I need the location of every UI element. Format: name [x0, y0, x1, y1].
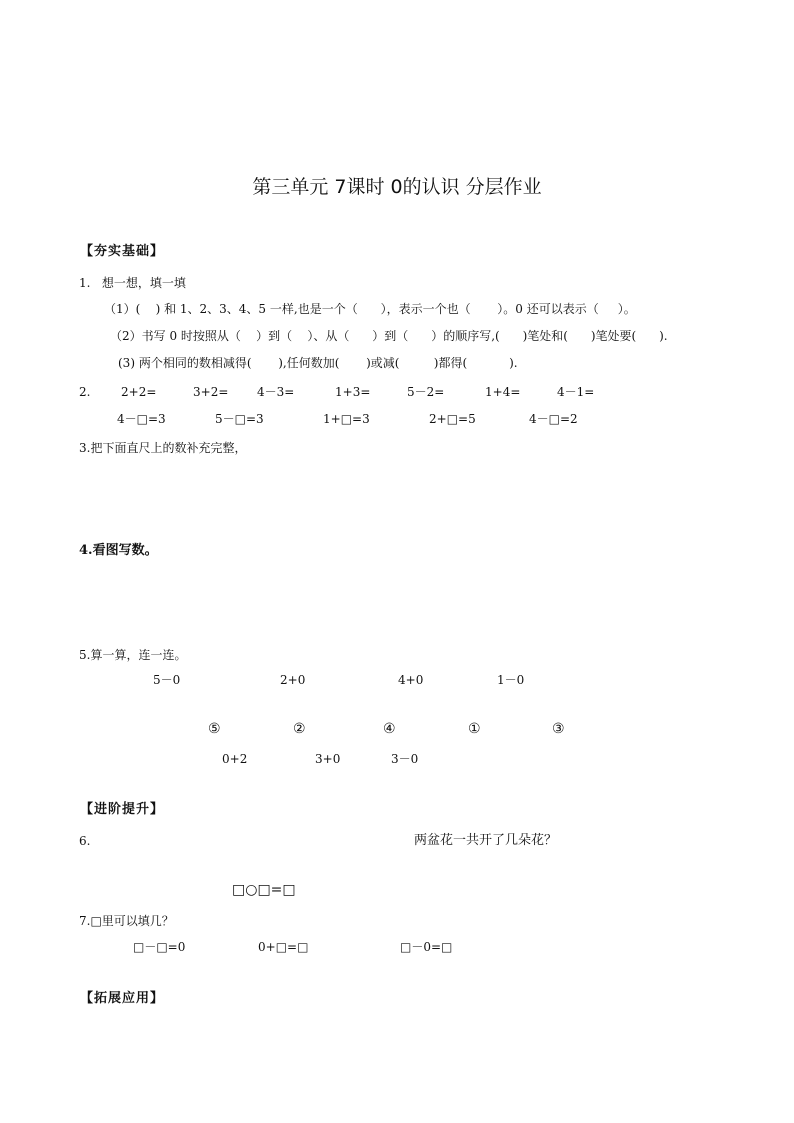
q7-expression: 0+□=□ [258, 940, 309, 954]
q5-circled-number: ④ [383, 721, 396, 737]
q5-top-expression: 1－0 [497, 673, 525, 687]
q5-circled-number: ⑤ [208, 721, 221, 737]
question-3: 3.把下面直尺上的数补充完整， [79, 441, 247, 455]
question-1-line-1: （1）( ) 和 1、2、3、4、5 一样,也是一个（ ），表示一个也（ ）。0 还可以表示（ ）。 [104, 302, 636, 316]
q2-expression: 5－2= [407, 385, 445, 399]
question-2-number: 2. [79, 385, 91, 399]
q2-expression: 1+4= [485, 385, 521, 399]
section-heading-basic: 【夯实基础】 [80, 244, 165, 259]
q7-expression: □－0=□ [400, 940, 453, 954]
q5-circled-number: ② [293, 721, 306, 737]
q5-circled-number: ③ [552, 721, 565, 737]
question-1-line-2: （2）书写 0 时按照从（ ）到（ ）、从（ ）到（ ）的顺序写,( )笔处和( )笔处要( ). [110, 329, 668, 343]
q2-expression: 1+3= [335, 385, 371, 399]
question-5-stem: 5.算一算，连一连。 [79, 648, 187, 662]
question-6-text: 两盆花一共开了几朵花？ [414, 833, 558, 848]
q2-expression: 4－1= [557, 385, 595, 399]
question-6-equation: □○□=□ [232, 882, 296, 898]
q2-fill-blank: 5－□=3 [215, 412, 264, 426]
q5-bottom-expression: 3－0 [391, 752, 419, 766]
q2-fill-blank: 2+□=5 [429, 412, 476, 426]
q2-fill-blank: 4－□=3 [117, 412, 166, 426]
page-title: 第三单元 7课时 0的认识 分层作业 [252, 176, 542, 198]
q7-expression: □－□=0 [133, 940, 186, 954]
q2-expression: 4－3= [257, 385, 295, 399]
q5-top-expression: 2+0 [280, 673, 306, 687]
q2-fill-blank: 1+□=3 [323, 412, 370, 426]
q5-bottom-expression: 3+0 [315, 752, 341, 766]
question-1-line-3: (3) 两个相同的数相减得( ),任何数加( )或减( )都得( ). [118, 356, 518, 370]
section-heading-advanced: 【进阶提升】 [80, 802, 165, 817]
q5-top-expression: 4+0 [398, 673, 424, 687]
q5-circled-number: ① [468, 721, 481, 737]
q5-bottom-expression: 0+2 [222, 752, 248, 766]
q2-fill-blank: 4－□=2 [529, 412, 578, 426]
q5-top-expression: 5－0 [153, 673, 181, 687]
q2-expression: 3+2= [193, 385, 229, 399]
question-1-stem: 1. 想一想，填一填 [79, 276, 186, 290]
question-6-number: 6. [79, 834, 91, 848]
section-heading-extension: 【拓展应用】 [80, 991, 165, 1006]
q2-expression: 2+2= [121, 385, 157, 399]
question-4: 4.看图写数。 [79, 543, 158, 558]
question-7-stem: 7.□里可以填几？ [79, 914, 174, 928]
